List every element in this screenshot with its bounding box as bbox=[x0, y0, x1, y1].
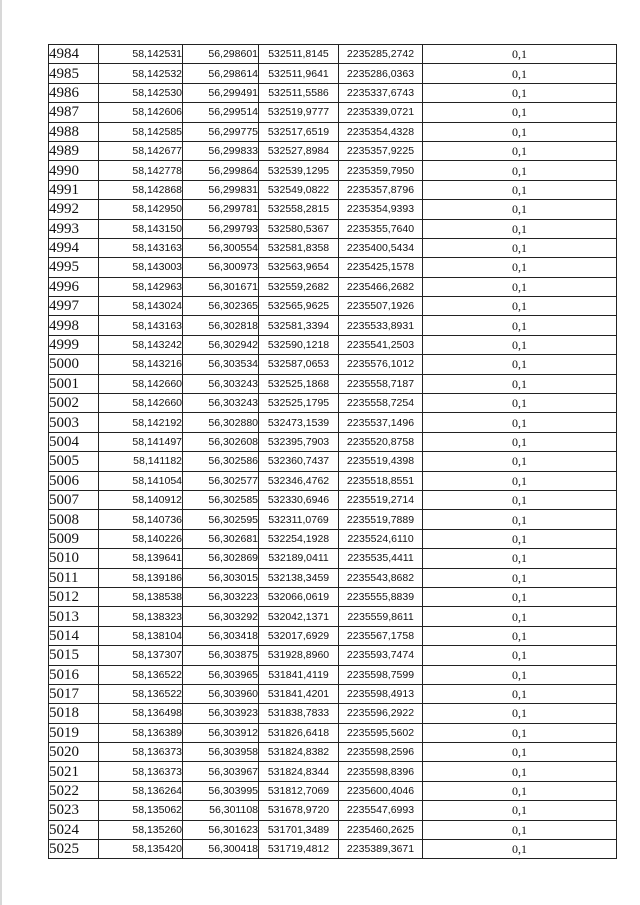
x-coordinate-cell: 532563,9654 bbox=[259, 258, 339, 277]
table-row bbox=[49, 646, 617, 665]
y-coordinate-cell: 2235354,9393 bbox=[339, 200, 423, 219]
table-row bbox=[49, 335, 617, 354]
longitude-cell: 56,298614 bbox=[183, 64, 259, 83]
x-coordinate-cell: 532511,5586 bbox=[259, 83, 339, 102]
point-number-cell: 5019 bbox=[49, 723, 99, 742]
y-coordinate-cell: 2235337,6743 bbox=[339, 83, 423, 102]
table-row bbox=[49, 200, 617, 219]
x-coordinate-cell: 532587,0653 bbox=[259, 355, 339, 374]
table-row bbox=[49, 316, 617, 335]
table-row bbox=[49, 549, 617, 568]
latitude-cell: 58,135062 bbox=[99, 801, 183, 820]
latitude-cell: 58,136373 bbox=[99, 762, 183, 781]
point-number-cell: 5022 bbox=[49, 781, 99, 800]
tolerance-cell: 0,1 bbox=[423, 335, 617, 354]
x-coordinate-cell: 532017,6929 bbox=[259, 626, 339, 645]
table-row bbox=[49, 704, 617, 723]
table-row bbox=[49, 840, 617, 859]
tolerance-cell: 0,1 bbox=[423, 394, 617, 413]
y-coordinate-cell: 2235558,7187 bbox=[339, 374, 423, 393]
tolerance-cell: 0,1 bbox=[423, 122, 617, 141]
point-number-cell: 4991 bbox=[49, 180, 99, 199]
y-coordinate-cell: 2235537,1496 bbox=[339, 413, 423, 432]
point-number-cell: 5018 bbox=[49, 704, 99, 723]
x-coordinate-cell: 532311,0769 bbox=[259, 510, 339, 529]
latitude-cell: 58,136522 bbox=[99, 665, 183, 684]
y-coordinate-cell: 2235389,3671 bbox=[339, 840, 423, 859]
tolerance-cell: 0,1 bbox=[423, 762, 617, 781]
y-coordinate-cell: 2235598,2596 bbox=[339, 743, 423, 762]
table-row bbox=[49, 161, 617, 180]
y-coordinate-cell: 2235354,4328 bbox=[339, 122, 423, 141]
tolerance-cell: 0,1 bbox=[423, 743, 617, 762]
tolerance-cell: 0,1 bbox=[423, 374, 617, 393]
y-coordinate-cell: 2235286,0363 bbox=[339, 64, 423, 83]
y-coordinate-cell: 2235576,1012 bbox=[339, 355, 423, 374]
y-coordinate-cell: 2235466,2682 bbox=[339, 277, 423, 296]
table-row bbox=[49, 490, 617, 509]
tolerance-cell: 0,1 bbox=[423, 277, 617, 296]
x-coordinate-cell: 532395,7903 bbox=[259, 432, 339, 451]
y-coordinate-cell: 2235518,8551 bbox=[339, 471, 423, 490]
y-coordinate-cell: 2235535,4411 bbox=[339, 549, 423, 568]
y-coordinate-cell: 2235285,2742 bbox=[339, 45, 423, 64]
x-coordinate-cell: 532581,8358 bbox=[259, 238, 339, 257]
latitude-cell: 58,143003 bbox=[99, 258, 183, 277]
point-number-cell: 5004 bbox=[49, 432, 99, 451]
table-row bbox=[49, 607, 617, 626]
tolerance-cell: 0,1 bbox=[423, 297, 617, 316]
table-row bbox=[49, 529, 617, 548]
x-coordinate-cell: 531678,9720 bbox=[259, 801, 339, 820]
longitude-cell: 56,303875 bbox=[183, 646, 259, 665]
y-coordinate-cell: 2235593,7474 bbox=[339, 646, 423, 665]
latitude-cell: 58,141054 bbox=[99, 471, 183, 490]
longitude-cell: 56,302608 bbox=[183, 432, 259, 451]
y-coordinate-cell: 2235355,7640 bbox=[339, 219, 423, 238]
longitude-cell: 56,303223 bbox=[183, 587, 259, 606]
table-row bbox=[49, 801, 617, 820]
point-number-cell: 4990 bbox=[49, 161, 99, 180]
tolerance-cell: 0,1 bbox=[423, 64, 617, 83]
table-row bbox=[49, 723, 617, 742]
longitude-cell: 56,301671 bbox=[183, 277, 259, 296]
longitude-cell: 56,303292 bbox=[183, 607, 259, 626]
latitude-cell: 58,138104 bbox=[99, 626, 183, 645]
y-coordinate-cell: 2235519,4398 bbox=[339, 452, 423, 471]
longitude-cell: 56,300554 bbox=[183, 238, 259, 257]
table-row bbox=[49, 297, 617, 316]
y-coordinate-cell: 2235507,1926 bbox=[339, 297, 423, 316]
tolerance-cell: 0,1 bbox=[423, 529, 617, 548]
x-coordinate-cell: 531812,7069 bbox=[259, 781, 339, 800]
tolerance-cell: 0,1 bbox=[423, 413, 617, 432]
x-coordinate-cell: 532511,9641 bbox=[259, 64, 339, 83]
x-coordinate-cell: 532042,1371 bbox=[259, 607, 339, 626]
coordinates-table bbox=[48, 44, 617, 859]
longitude-cell: 56,303534 bbox=[183, 355, 259, 374]
x-coordinate-cell: 532527,8984 bbox=[259, 141, 339, 160]
latitude-cell: 58,141182 bbox=[99, 452, 183, 471]
latitude-cell: 58,139186 bbox=[99, 568, 183, 587]
tolerance-cell: 0,1 bbox=[423, 568, 617, 587]
x-coordinate-cell: 532189,0411 bbox=[259, 549, 339, 568]
latitude-cell: 58,136389 bbox=[99, 723, 183, 742]
table-row bbox=[49, 277, 617, 296]
table-row bbox=[49, 141, 617, 160]
point-number-cell: 5020 bbox=[49, 743, 99, 762]
x-coordinate-cell: 531841,4201 bbox=[259, 684, 339, 703]
table-row bbox=[49, 355, 617, 374]
table-row bbox=[49, 45, 617, 64]
x-coordinate-cell: 532346,4762 bbox=[259, 471, 339, 490]
x-coordinate-cell: 532558,2815 bbox=[259, 200, 339, 219]
longitude-cell: 56,302869 bbox=[183, 549, 259, 568]
longitude-cell: 56,302595 bbox=[183, 510, 259, 529]
x-coordinate-cell: 532565,9625 bbox=[259, 297, 339, 316]
longitude-cell: 56,302585 bbox=[183, 490, 259, 509]
y-coordinate-cell: 2235559,8611 bbox=[339, 607, 423, 626]
longitude-cell: 56,299864 bbox=[183, 161, 259, 180]
y-coordinate-cell: 2235520,8758 bbox=[339, 432, 423, 451]
y-coordinate-cell: 2235596,2922 bbox=[339, 704, 423, 723]
table-row bbox=[49, 374, 617, 393]
point-number-cell: 5007 bbox=[49, 490, 99, 509]
y-coordinate-cell: 2235519,7889 bbox=[339, 510, 423, 529]
tolerance-cell: 0,1 bbox=[423, 626, 617, 645]
latitude-cell: 58,136264 bbox=[99, 781, 183, 800]
tolerance-cell: 0,1 bbox=[423, 103, 617, 122]
x-coordinate-cell: 532539,1295 bbox=[259, 161, 339, 180]
longitude-cell: 56,303965 bbox=[183, 665, 259, 684]
tolerance-cell: 0,1 bbox=[423, 219, 617, 238]
point-number-cell: 5003 bbox=[49, 413, 99, 432]
y-coordinate-cell: 2235595,5602 bbox=[339, 723, 423, 742]
point-number-cell: 4986 bbox=[49, 83, 99, 102]
table-row bbox=[49, 743, 617, 762]
latitude-cell: 58,139641 bbox=[99, 549, 183, 568]
latitude-cell: 58,143163 bbox=[99, 316, 183, 335]
longitude-cell: 56,303243 bbox=[183, 374, 259, 393]
tolerance-cell: 0,1 bbox=[423, 471, 617, 490]
latitude-cell: 58,142531 bbox=[99, 45, 183, 64]
table-row bbox=[49, 568, 617, 587]
point-number-cell: 5005 bbox=[49, 452, 99, 471]
y-coordinate-cell: 2235598,7599 bbox=[339, 665, 423, 684]
point-number-cell: 5023 bbox=[49, 801, 99, 820]
latitude-cell: 58,136498 bbox=[99, 704, 183, 723]
point-number-cell: 4984 bbox=[49, 45, 99, 64]
longitude-cell: 56,298601 bbox=[183, 45, 259, 64]
y-coordinate-cell: 2235555,8839 bbox=[339, 587, 423, 606]
latitude-cell: 58,143024 bbox=[99, 297, 183, 316]
latitude-cell: 58,136373 bbox=[99, 743, 183, 762]
coordinates-table-body bbox=[49, 45, 617, 859]
tolerance-cell: 0,1 bbox=[423, 490, 617, 509]
latitude-cell: 58,136522 bbox=[99, 684, 183, 703]
point-number-cell: 5012 bbox=[49, 587, 99, 606]
longitude-cell: 56,302365 bbox=[183, 297, 259, 316]
tolerance-cell: 0,1 bbox=[423, 432, 617, 451]
table-row bbox=[49, 626, 617, 645]
x-coordinate-cell: 532559,2682 bbox=[259, 277, 339, 296]
tolerance-cell: 0,1 bbox=[423, 510, 617, 529]
x-coordinate-cell: 532254,1928 bbox=[259, 529, 339, 548]
latitude-cell: 58,135420 bbox=[99, 840, 183, 859]
latitude-cell: 58,141497 bbox=[99, 432, 183, 451]
longitude-cell: 56,302818 bbox=[183, 316, 259, 335]
longitude-cell: 56,300418 bbox=[183, 840, 259, 859]
point-number-cell: 4987 bbox=[49, 103, 99, 122]
tolerance-cell: 0,1 bbox=[423, 646, 617, 665]
longitude-cell: 56,302880 bbox=[183, 413, 259, 432]
y-coordinate-cell: 2235359,7950 bbox=[339, 161, 423, 180]
y-coordinate-cell: 2235558,7254 bbox=[339, 394, 423, 413]
longitude-cell: 56,303418 bbox=[183, 626, 259, 645]
table-row bbox=[49, 820, 617, 839]
tolerance-cell: 0,1 bbox=[423, 258, 617, 277]
y-coordinate-cell: 2235600,4046 bbox=[339, 781, 423, 800]
x-coordinate-cell: 531719,4812 bbox=[259, 840, 339, 859]
latitude-cell: 58,143150 bbox=[99, 219, 183, 238]
point-number-cell: 4996 bbox=[49, 277, 99, 296]
x-coordinate-cell: 532511,8145 bbox=[259, 45, 339, 64]
point-number-cell: 4999 bbox=[49, 335, 99, 354]
table-row bbox=[49, 103, 617, 122]
point-number-cell: 5025 bbox=[49, 840, 99, 859]
y-coordinate-cell: 2235598,4913 bbox=[339, 684, 423, 703]
point-number-cell: 5013 bbox=[49, 607, 99, 626]
longitude-cell: 56,303923 bbox=[183, 704, 259, 723]
table-row bbox=[49, 122, 617, 141]
longitude-cell: 56,303015 bbox=[183, 568, 259, 587]
y-coordinate-cell: 2235524,6110 bbox=[339, 529, 423, 548]
latitude-cell: 58,142963 bbox=[99, 277, 183, 296]
tolerance-cell: 0,1 bbox=[423, 355, 617, 374]
tolerance-cell: 0,1 bbox=[423, 452, 617, 471]
tolerance-cell: 0,1 bbox=[423, 200, 617, 219]
longitude-cell: 56,299781 bbox=[183, 200, 259, 219]
tolerance-cell: 0,1 bbox=[423, 83, 617, 102]
longitude-cell: 56,303967 bbox=[183, 762, 259, 781]
table-row bbox=[49, 413, 617, 432]
latitude-cell: 58,143242 bbox=[99, 335, 183, 354]
x-coordinate-cell: 532330,6946 bbox=[259, 490, 339, 509]
latitude-cell: 58,135260 bbox=[99, 820, 183, 839]
latitude-cell: 58,138538 bbox=[99, 587, 183, 606]
tolerance-cell: 0,1 bbox=[423, 316, 617, 335]
point-number-cell: 5015 bbox=[49, 646, 99, 665]
y-coordinate-cell: 2235598,8396 bbox=[339, 762, 423, 781]
point-number-cell: 5011 bbox=[49, 568, 99, 587]
tolerance-cell: 0,1 bbox=[423, 238, 617, 257]
x-coordinate-cell: 532580,5367 bbox=[259, 219, 339, 238]
latitude-cell: 58,142950 bbox=[99, 200, 183, 219]
tolerance-cell: 0,1 bbox=[423, 161, 617, 180]
point-number-cell: 5008 bbox=[49, 510, 99, 529]
tolerance-cell: 0,1 bbox=[423, 141, 617, 160]
latitude-cell: 58,140912 bbox=[99, 490, 183, 509]
y-coordinate-cell: 2235400,5434 bbox=[339, 238, 423, 257]
longitude-cell: 56,303912 bbox=[183, 723, 259, 742]
longitude-cell: 56,300973 bbox=[183, 258, 259, 277]
longitude-cell: 56,299831 bbox=[183, 180, 259, 199]
longitude-cell: 56,301108 bbox=[183, 801, 259, 820]
point-number-cell: 4985 bbox=[49, 64, 99, 83]
table-row bbox=[49, 394, 617, 413]
latitude-cell: 58,142660 bbox=[99, 394, 183, 413]
tolerance-cell: 0,1 bbox=[423, 840, 617, 859]
longitude-cell: 56,299775 bbox=[183, 122, 259, 141]
x-coordinate-cell: 532066,0619 bbox=[259, 587, 339, 606]
longitude-cell: 56,303243 bbox=[183, 394, 259, 413]
tolerance-cell: 0,1 bbox=[423, 781, 617, 800]
latitude-cell: 58,138323 bbox=[99, 607, 183, 626]
latitude-cell: 58,137307 bbox=[99, 646, 183, 665]
table-row bbox=[49, 587, 617, 606]
x-coordinate-cell: 531824,8382 bbox=[259, 743, 339, 762]
longitude-cell: 56,301623 bbox=[183, 820, 259, 839]
tolerance-cell: 0,1 bbox=[423, 665, 617, 684]
point-number-cell: 4989 bbox=[49, 141, 99, 160]
latitude-cell: 58,142868 bbox=[99, 180, 183, 199]
latitude-cell: 58,140226 bbox=[99, 529, 183, 548]
table-row bbox=[49, 219, 617, 238]
longitude-cell: 56,299833 bbox=[183, 141, 259, 160]
longitude-cell: 56,302586 bbox=[183, 452, 259, 471]
table-row bbox=[49, 762, 617, 781]
point-number-cell: 4993 bbox=[49, 219, 99, 238]
tolerance-cell: 0,1 bbox=[423, 587, 617, 606]
longitude-cell: 56,299793 bbox=[183, 219, 259, 238]
x-coordinate-cell: 532590,1218 bbox=[259, 335, 339, 354]
x-coordinate-cell: 531838,7833 bbox=[259, 704, 339, 723]
tolerance-cell: 0,1 bbox=[423, 820, 617, 839]
latitude-cell: 58,143216 bbox=[99, 355, 183, 374]
tolerance-cell: 0,1 bbox=[423, 549, 617, 568]
y-coordinate-cell: 2235533,8931 bbox=[339, 316, 423, 335]
latitude-cell: 58,142530 bbox=[99, 83, 183, 102]
latitude-cell: 58,142778 bbox=[99, 161, 183, 180]
tolerance-cell: 0,1 bbox=[423, 45, 617, 64]
latitude-cell: 58,142606 bbox=[99, 103, 183, 122]
point-number-cell: 5016 bbox=[49, 665, 99, 684]
longitude-cell: 56,303958 bbox=[183, 743, 259, 762]
point-number-cell: 5002 bbox=[49, 394, 99, 413]
table-row bbox=[49, 684, 617, 703]
point-number-cell: 4995 bbox=[49, 258, 99, 277]
page-edge-shadow bbox=[0, 0, 2, 905]
y-coordinate-cell: 2235425,1578 bbox=[339, 258, 423, 277]
table-row bbox=[49, 64, 617, 83]
y-coordinate-cell: 2235547,6993 bbox=[339, 801, 423, 820]
table-row bbox=[49, 238, 617, 257]
tolerance-cell: 0,1 bbox=[423, 801, 617, 820]
x-coordinate-cell: 532525,1795 bbox=[259, 394, 339, 413]
longitude-cell: 56,299491 bbox=[183, 83, 259, 102]
point-number-cell: 5017 bbox=[49, 684, 99, 703]
table-row bbox=[49, 781, 617, 800]
x-coordinate-cell: 532581,3394 bbox=[259, 316, 339, 335]
latitude-cell: 58,142532 bbox=[99, 64, 183, 83]
x-coordinate-cell: 531826,6418 bbox=[259, 723, 339, 742]
point-number-cell: 5024 bbox=[49, 820, 99, 839]
point-number-cell: 4988 bbox=[49, 122, 99, 141]
table-row bbox=[49, 452, 617, 471]
longitude-cell: 56,302577 bbox=[183, 471, 259, 490]
point-number-cell: 5009 bbox=[49, 529, 99, 548]
point-number-cell: 4992 bbox=[49, 200, 99, 219]
point-number-cell: 4997 bbox=[49, 297, 99, 316]
x-coordinate-cell: 532360,7437 bbox=[259, 452, 339, 471]
latitude-cell: 58,142677 bbox=[99, 141, 183, 160]
x-coordinate-cell: 531928,8960 bbox=[259, 646, 339, 665]
point-number-cell: 5000 bbox=[49, 355, 99, 374]
x-coordinate-cell: 532525,1868 bbox=[259, 374, 339, 393]
table-row bbox=[49, 180, 617, 199]
point-number-cell: 5001 bbox=[49, 374, 99, 393]
y-coordinate-cell: 2235357,8796 bbox=[339, 180, 423, 199]
tolerance-cell: 0,1 bbox=[423, 723, 617, 742]
latitude-cell: 58,142660 bbox=[99, 374, 183, 393]
latitude-cell: 58,143163 bbox=[99, 238, 183, 257]
x-coordinate-cell: 532517,6519 bbox=[259, 122, 339, 141]
y-coordinate-cell: 2235519,2714 bbox=[339, 490, 423, 509]
latitude-cell: 58,142585 bbox=[99, 122, 183, 141]
longitude-cell: 56,299514 bbox=[183, 103, 259, 122]
tolerance-cell: 0,1 bbox=[423, 180, 617, 199]
latitude-cell: 58,140736 bbox=[99, 510, 183, 529]
table-row bbox=[49, 432, 617, 451]
point-number-cell: 4998 bbox=[49, 316, 99, 335]
table-row bbox=[49, 510, 617, 529]
table-row bbox=[49, 471, 617, 490]
x-coordinate-cell: 532138,3459 bbox=[259, 568, 339, 587]
point-number-cell: 5021 bbox=[49, 762, 99, 781]
y-coordinate-cell: 2235567,1758 bbox=[339, 626, 423, 645]
table-row bbox=[49, 83, 617, 102]
point-number-cell: 5006 bbox=[49, 471, 99, 490]
latitude-cell: 58,142192 bbox=[99, 413, 183, 432]
longitude-cell: 56,303960 bbox=[183, 684, 259, 703]
longitude-cell: 56,303995 bbox=[183, 781, 259, 800]
x-coordinate-cell: 532473,1539 bbox=[259, 413, 339, 432]
point-number-cell: 5010 bbox=[49, 549, 99, 568]
table-row bbox=[49, 258, 617, 277]
tolerance-cell: 0,1 bbox=[423, 704, 617, 723]
tolerance-cell: 0,1 bbox=[423, 607, 617, 626]
x-coordinate-cell: 532519,9777 bbox=[259, 103, 339, 122]
longitude-cell: 56,302942 bbox=[183, 335, 259, 354]
x-coordinate-cell: 531824,8344 bbox=[259, 762, 339, 781]
point-number-cell: 5014 bbox=[49, 626, 99, 645]
longitude-cell: 56,302681 bbox=[183, 529, 259, 548]
y-coordinate-cell: 2235541,2503 bbox=[339, 335, 423, 354]
y-coordinate-cell: 2235357,9225 bbox=[339, 141, 423, 160]
y-coordinate-cell: 2235460,2625 bbox=[339, 820, 423, 839]
y-coordinate-cell: 2235543,8682 bbox=[339, 568, 423, 587]
x-coordinate-cell: 532549,0822 bbox=[259, 180, 339, 199]
y-coordinate-cell: 2235339,0721 bbox=[339, 103, 423, 122]
point-number-cell: 4994 bbox=[49, 238, 99, 257]
x-coordinate-cell: 531701,3489 bbox=[259, 820, 339, 839]
table-row bbox=[49, 665, 617, 684]
x-coordinate-cell: 531841,4119 bbox=[259, 665, 339, 684]
tolerance-cell: 0,1 bbox=[423, 684, 617, 703]
